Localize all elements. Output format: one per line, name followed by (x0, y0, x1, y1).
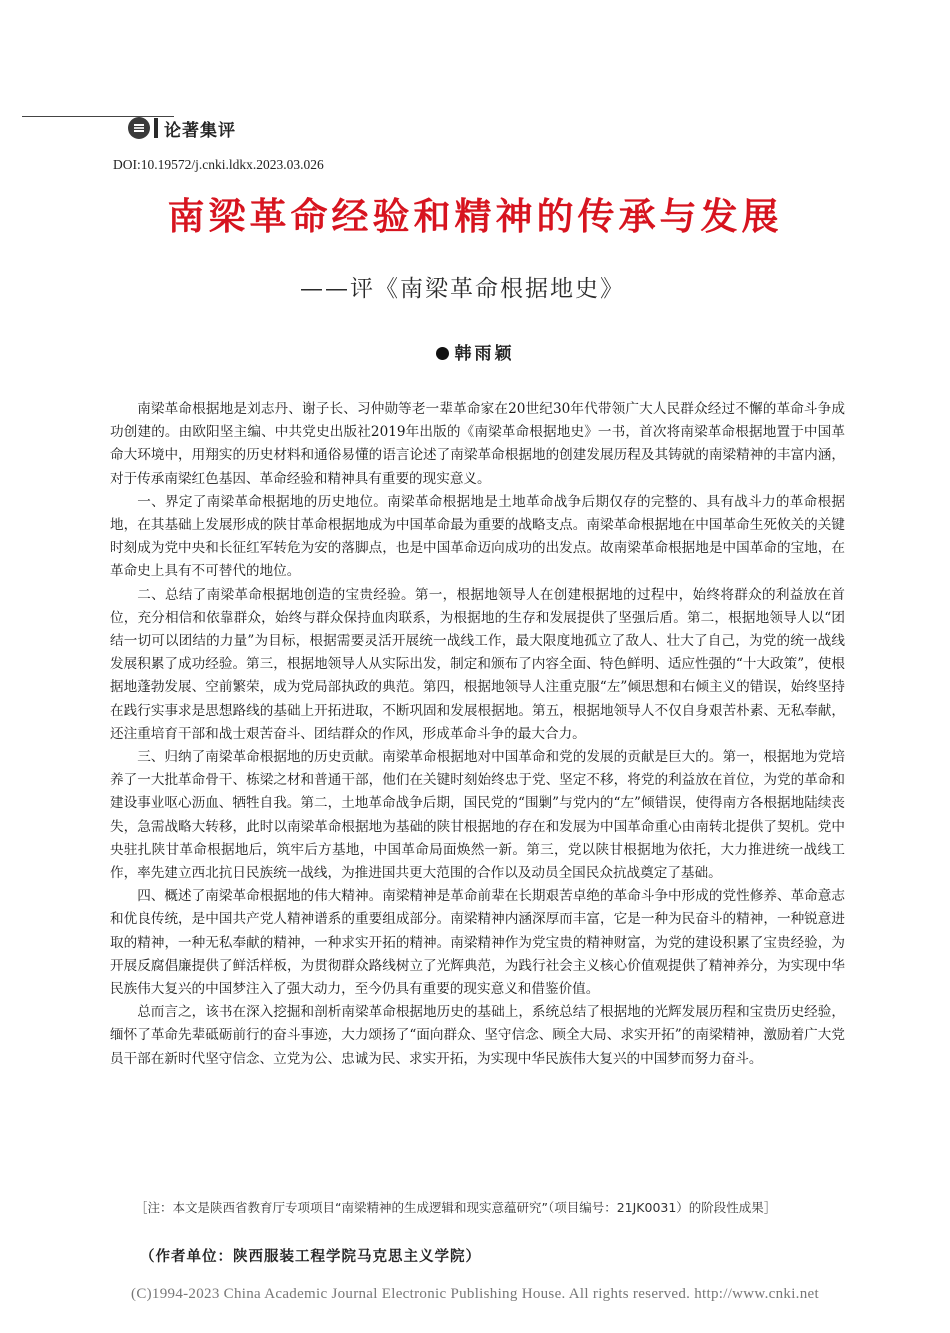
funding-note: ［注：本文是陕西省教育厅专项项目“南梁精神的生成逻辑和现实意蕴研究”（项目编号：21JK0031）的阶段性成果］ (135, 1200, 777, 1215)
paragraph-section-1: 一、界定了南梁革命根据地的历史地位。南梁革命根据地是土地革命战争后期仅存的完整的、具有战斗力的革命根据地，在其基础上发展形成的陕甘革命根据地成为中国革命最为重要的战略支点。南梁革命根据地在中国革命生死攸关的关键时刻成为党中央和长征红军转危为安的落脚点，也是中国革命迈向成功的出发点。故南梁革命根据地是中国革命的宝地，在革命史上具有不可替代的地位。 (110, 493, 845, 580)
book-icon (128, 117, 150, 139)
article-body (110, 398, 845, 1071)
copyright-footer: (C)1994-2023 China Academic Journal Electronic Publishing House. All rights reserved. http://www.cnki.net (131, 1286, 819, 1302)
paragraph-section-4: 四、概述了南梁革命根据地的伟大精神。南梁精神是革命前辈在长期艰苦卓绝的革命斗争中形成的党性修养、革命意志和优良传统，是中国共产党人精神谱系的重要组成部分。南梁精神内涵深厚而丰富，它是一种为民奋斗的精神，一种锐意进取的精神，一种无私奉献的精神，一种求实开拓的精神。南梁精神作为党宝贵的精神财富，为党的建设积累了宝贵经验，为开展反腐倡廉提供了鲜活样板，为贯彻群众路线树立了光辉典范，为践行社会主义核心价值观提供了精神养分，为实现中华民族伟大复兴的中国梦注入了强大动力，至今仍具有重要的现实意义和借鉴价值。 (110, 888, 845, 998)
paragraph-intro: 南梁革命根据地是刘志丹、谢子长、习仲勋等老一辈革命家在20世纪30年代带领广大人民群众经过不懈的革命斗争成功创建的。由欧阳坚主编、中共党史出版社2019年出版的《南梁革命根据地史》一书，首次将南梁革命根据地置于中国革命大环境中，用翔实的历史材料和通俗易懂的语言论述了南梁革命根据地的创建发展历程及其铸就的南梁精神的丰富内涵，对于传承南梁红色基因、革命经验和精神具有重要的现实意义。 (110, 401, 845, 487)
author-unit: （作者单位：陕西服装工程学院马克思主义学院） (140, 1249, 481, 1265)
paragraph-section-2: 二、总结了南梁革命根据地创造的宝贵经验。第一，根据地领导人在创建根据地的过程中，始终将群众的利益放在首位，充分相信和依靠群众，始终与群众保持血肉联系，为根据地的生存和发展提供了坚强后盾。第二，根据地领导人以“团结一切可以团结的力量”为目标，根据需要灵活开展统一战线工作，最大限度地孤立了敌人、壮大了自己，为党的统一战线发展积累了成功经验。第三，根据地领导人从实际出发，制定和颁布了内容全面、特色鲜明、适应性强的“十大政策”，使根据地蓬勃发展、空前繁荣，成为党局部执政的典范。第四，根据地领导人注重克服“左”倾思想和右倾主义的错误，始终坚持在践行实事求是思想路线的基础上开拓进取，不断巩固和发展根据地。第五，根据地领导人不仅自身艰苦朴素、无私奉献，还注重培育干部和战士艰苦奋斗、团结群众的作风，形成革命斗争的最大合力。 (110, 586, 845, 742)
author-line (0, 339, 950, 364)
doi: DOI:10.19572/j.cnki.ldkx.2023.03.026 (113, 157, 324, 172)
column-label: 论著集评 (164, 120, 236, 141)
article-title: 南梁革命经验和精神的传承与发展 (167, 195, 783, 238)
bullet-dot-icon (436, 347, 449, 360)
article-subtitle: ——评《南梁革命根据地史》 (300, 276, 625, 302)
column-tag (128, 115, 236, 141)
paragraph-conclusion: 总而言之，该书在深入挖掘和剖析南梁革命根据地历史的基础上，系统总结了根据地的光辉发展历程和宝贵历史经验，缅怀了革命先辈砥砺前行的奋斗事迹，大力颂扬了“面向群众、坚守信念、顾全大局、求实开拓”的南梁精神，激励着广大党员干部在新时代坚守信念、立党为公、忠诚为民、求实开拓，为实现中华民族伟大复兴的中国梦而努力奋斗。 (110, 1004, 845, 1067)
paragraph-section-3: 三、归纳了南梁革命根据地的历史贡献。南梁革命根据地对中国革命和党的发展的贡献是巨大的。第一，根据地为党培养了一大批革命骨干、栋梁之材和普通干部，他们在关键时刻始终忠于党、坚定不移，将党的利益放在首位，为党的革命和建设事业呕心沥血、牺牲自我。第二，土地革命战争后期，国民党的“围剿”与党内的“左”倾错误，使得南方各根据地陆续丧失，急需战略大转移，此时以南梁革命根据地为基础的陕甘根据地的存在和发展为中国革命重心由南转北提供了契机。党中央驻扎陕甘革命根据地后，筑牢后方基地，中国革命局面焕然一新。第三，党以陕甘根据地为依托，大力推进统一战线工作，率先建立西北抗日民族统一战线，为推进国共更大范围的合作以及动员全国民众抗战奠定了基础。 (110, 749, 845, 882)
column-tag-bar (154, 118, 158, 138)
author-name: 韩雨颖 (454, 344, 515, 364)
